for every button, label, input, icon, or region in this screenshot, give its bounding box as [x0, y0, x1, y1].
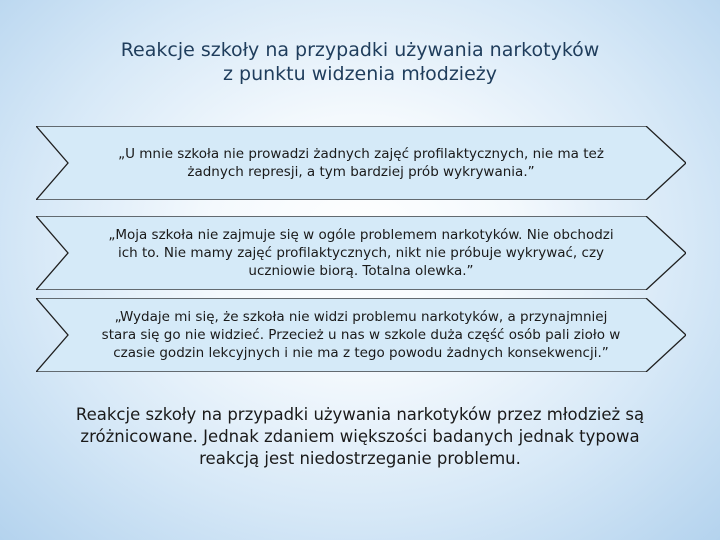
quote-box-1 — [36, 126, 686, 200]
title-line-2: z punktu widzenia młodzieży — [223, 63, 497, 85]
quote-text-3: „Wydaje mi się, że szkoła nie widzi problemu narkotyków, a przynajmniej stara się go nie widzieć. Przecież u nas w szkole duża część osób pali zioło w czasie godzin lekcyjnych i nie ma z tego powodu żadnych konsekwencji.” — [101, 309, 621, 361]
title-line-1: Reakcje szkoły na przypadki używania narkotyków — [120, 39, 600, 61]
summary-text: Reakcje szkoły na przypadki używania narkotyków przez młodzież są zróżnicowane. Jednak zdaniem większości badanych jednak typowa reakcją jest niedostrzeganie problemu. — [75, 405, 645, 468]
quote-text-2: „Moja szkoła nie zajmuje się w ogóle problemem narkotyków. Nie obchodzi ich to. Nie mamy zajęć profilaktycznych, nikt nie próbuje wykrywać, czy uczniowie biorą. Totalna olewka.” — [108, 227, 614, 279]
quote-box-3 — [36, 298, 686, 372]
slide-title — [0, 38, 720, 86]
quote-text-1: „U mnie szkoła nie prowadzi żadnych zajęć profilaktycznych, nie ma też żadnych represji, a tym bardziej prób wykrywania.” — [118, 146, 604, 180]
quote-box-2 — [36, 216, 686, 290]
